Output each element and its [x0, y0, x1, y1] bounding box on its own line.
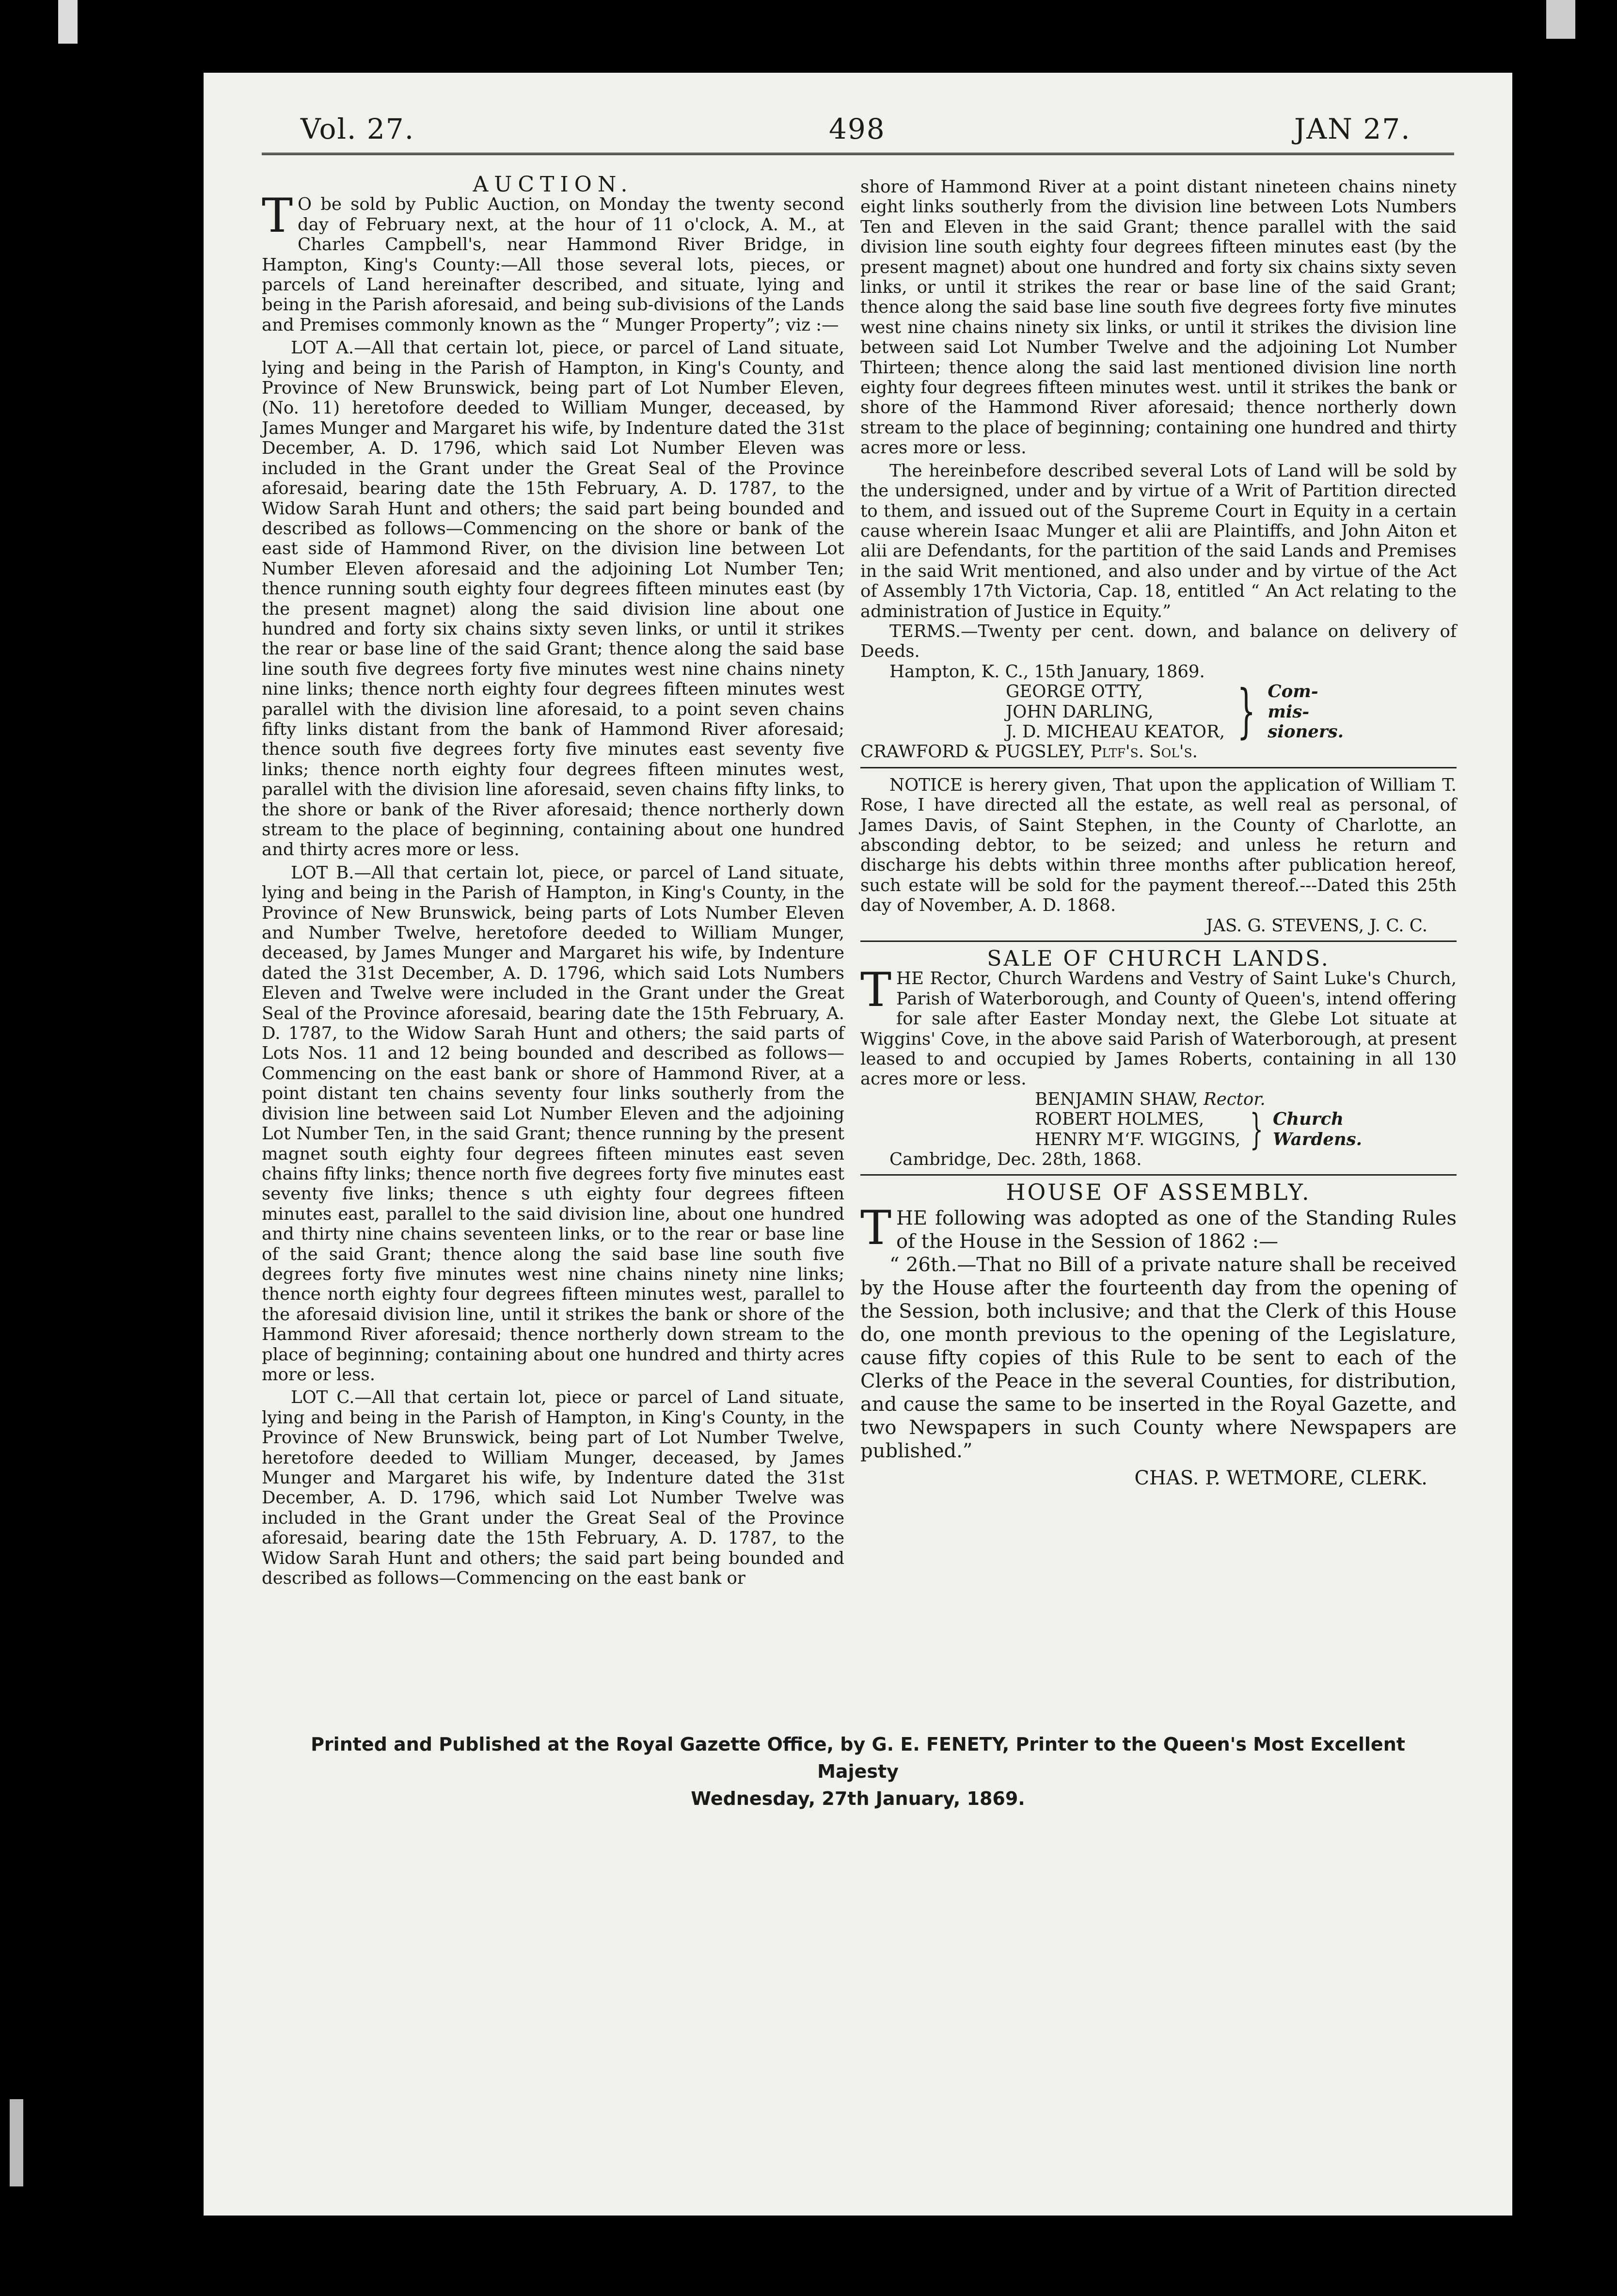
left-column	[262, 172, 844, 1589]
warden-name: HENRY M‘F. WIGGINS,	[1035, 1129, 1241, 1149]
divider	[860, 1174, 1457, 1176]
signer-name: JOHN DARLING,	[1006, 702, 1154, 722]
brace: }	[1250, 1105, 1264, 1154]
signer-role: mis-	[1268, 702, 1310, 722]
divider	[860, 767, 1457, 768]
rector-signature	[1035, 1089, 1457, 1109]
scan-artifact	[1546, 0, 1575, 39]
signer-role: Com-	[1268, 682, 1318, 702]
lot-c: LOT C.—All that certain lot, piece or parcel of Land situate, lying and being in the Parish of Hampton, in King's County, in the Province of New Brunswick, being part of Lot Number Twelve, heretofore deeded to William Munger, deceased, by James Munger and Margaret his wife, by Indenture dated the 31st December, A. D. 1796, which said Lot Number Twelve was included in the Grant under the Great Seal of the Province aforesaid, bearing date the 15th February, A. D. 1787, to the Widow Sarah Hunt and others; the said part being bounded and described as follows—Commencing on the east bank or	[262, 1387, 844, 1589]
church-title: SALE OF CHURCH LANDS.	[987, 946, 1330, 971]
notice-signature: JAS. G. STEVENS, J. C. C.	[1206, 915, 1427, 936]
auction-place-date: Hampton, K. C., 15th January, 1869.	[889, 661, 1205, 682]
sale-paragraph: The hereinbefore described several Lots of Land will be sold by the undersigned, under and by virtue of a Writ of Partition directed to them, and issued out of the Supreme Court in Equity in a certain cause wherein Isaac Munger et alii are Plaintiffs, and John Aiton et alii are Defendants, for the partition of the said Lands and Premises in the said Writ mentioned, and also under and by virtue of the Act of Assembly 17th Victoria, Cap. 18, entitled “ An Act relating to the administration of Justice in Equity.”	[860, 461, 1457, 622]
lot-a: LOT A.—All that certain lot, piece, or parcel of Land situate, lying and being in the Parish of Hampton, in King's County, and Province of New Brunswick, being part of Lot Number Eleven, (No. 11) heretofore deeded to William Munger, deceased, by James Munger and Margaret his wife, by Indenture dated the 31st December, A. D. 1796, which said Lot Number Eleven was included in the Grant under the Great Seal of the Province aforesaid, bearing date the 15th February, A. D. 1787, to the Widow Sarah Hunt and others; the said part being bounded and described as follows—Commencing on the shore or bank of the east side of Hammond River, on the division line between Lot Number Eleven aforesaid and the adjoining Lot Number Ten; thence running south eighty four degrees fifteen minutes east (by the present magnet) along the said division line about one hundred and forty six chains sixty seven links, or until it strikes the rear or base line of the said Grant; thence along the said base line south five degrees forty five minutes west nine chains ninety nine links; thence north eighty four degrees fifteen minutes west parallel with the division line aforesaid, to a point seven chains fifty links distant from the bank of Hammond River aforesaid; thence south five degrees forty five minutes east seventy five links; thence north eighty four degrees fifteen minutes west, parallel with the division line aforesaid, seven chains fifty links, to the shore or bank of the River aforesaid; thence northerly down stream to the place of beginning, containing about one hundred and thirty acres more or less.	[262, 338, 844, 860]
assembly-intro: THE following was adopted as one of the Standing Rules of the House in the Session of 1862 :—	[860, 1200, 1457, 1255]
lot-c-continued: shore of Hammond River at a point distant nineteen chains ninety eight links southerly from the division line between Lots Numbers Ten and Eleven in the said Grant; thence parallel with the said division line south eighty four degrees fifteen minutes east (by the present magnet) about one hundred and forty six chains sixty seven links, or until it strikes the rear or base line of the said Grant; thence along the said base line south five degrees forty five minutes west nine chains ninety six links, or until it strikes the division line between said Lot Number Twelve and the adjoining Lot Number Thirteen; thence along the said last mentioned division line north eighty four degrees fifteen minutes west. until it strikes the bank or shore of the Hammond River aforesaid; thence northerly down stream to the place of beginning; containing one hundred and thirty acres more or less.	[860, 177, 1457, 458]
signer-name: J. D. MICHEAU KEATOR,	[1006, 721, 1225, 742]
church-text: THE Rector, Church Wardens and Vestry of Saint Luke's Church, Parish of Waterborough, and County of Queen's, intend offering for sale after Easter Monday next, the Glebe Lot situate at Wiggins' Cove, in the above said Parish of Waterborough, at present leased to and occupied by James Roberts, containing in all 130 acres more or less.	[860, 963, 1457, 1089]
commissioners-signature	[1006, 678, 1457, 746]
right-column	[860, 177, 1457, 1488]
terms: TERMS.—Twenty per cent. down, and balance on delivery of Deeds.	[860, 621, 1457, 662]
imprint-line-1: Printed and Published at the Royal Gazette Office, by G. E. FENETY, Printer to the Queen's Most Excellent Majesty	[311, 1734, 1405, 1782]
assembly-signature: CHAS. P. WETMORE, CLERK.	[1134, 1467, 1427, 1489]
warden-role: Church	[1272, 1109, 1344, 1130]
divider	[860, 941, 1457, 942]
scan-artifact	[10, 2099, 23, 2186]
assembly-rule: “ 26th.—That no Bill of a private nature shall be received by the House after the fourteenth day from the opening of the Session, both inclusive; and that the Clerk of this House do, one month previous to the opening of the Legislature, cause fifty copies of this Rule to be sent to each of the Clerks of the Peace in the several Counties, for distribution, and cause the same to be inserted in the Royal Gazette, and two Newspapers in such County where Newspapers are published.”	[860, 1253, 1457, 1462]
solicitors: CRAWFORD & PUGSLEY, Pltf's. Sol's.	[860, 742, 1198, 762]
rector-name: BENJAMIN SHAW,	[1035, 1089, 1198, 1109]
signer-role: sioners.	[1268, 721, 1344, 742]
volume-label: Vol. 27.	[301, 112, 415, 145]
notice-text: NOTICE is herery given, That upon the application of William T. Rose, I have directed all the estate, as well real as personal, of James Davis, of Saint Stephen, in the County of Charlotte, an absconding debtor, to be seized; and unless he return and discharge his debts within three months after publication hereof, such estate will be sold for the payment thereof.---Dated this 25th day of November, A. D. 1868.	[860, 775, 1457, 916]
brace: }	[1237, 678, 1256, 746]
lot-b: LOT B.—All that certain lot, piece, or parcel of Land situate, lying and being in the Parish of Hampton, in King's County, in the Province of New Brunswick, being parts of Lots Number Eleven and Number Twelve, heretofore deeded to William Munger, deceased, by James Munger and Margaret his wife, by Indenture dated the 31st December, A. D. 1796, which said Lots Numbers Eleven and Twelve were included in the Grant under the Great Seal of the Province aforesaid, bearing date the 15th February, A. D. 1787, to the Widow Sarah Hunt and others; the said parts of Lots Nos. 11 and 12 being bounded and described as follows—Commencing on the east bank or shore of Hammond River, at a point distant ten chains seventy four links southerly from the division line between said Lot Number Eleven and the adjoining Lot Number Ten, in the said Grant; thence running by the present magnet south eighty four degrees fifteen minutes east seven chains fifty links; thence north five degrees forty five minutes east seventy five links; thence s uth eighty four degrees fifteen minutes east, parallel to the said division line, about one hundred and thirty nine chains seventeen links, or to the rear or base line of the said Grant; thence along the said base line south five degrees forty five minutes west nine chains ninety nine links; thence north eighty four degrees fifteen minutes west, parallel to the aforesaid division line, until it strikes the bank or shore of the Hammond River aforesaid; thence northerly down stream to the place of beginning; containing about one hundred and thirty acres more or less.	[262, 862, 844, 1385]
imprint-line-2: Wednesday, 27th January, 1869.	[691, 1788, 1025, 1809]
assembly-title: HOUSE OF ASSEMBLY.	[1006, 1179, 1311, 1206]
issue-date: JAN 27.	[1294, 112, 1411, 145]
newspaper-page	[204, 73, 1512, 2216]
header-rule	[262, 153, 1454, 155]
scan-artifact	[58, 0, 78, 44]
page-number: 498	[829, 112, 886, 145]
signer-name: GEORGE OTTY,	[1006, 682, 1143, 702]
warden-name: ROBERT HOLMES,	[1035, 1109, 1205, 1130]
rector-role: Rector.	[1204, 1089, 1266, 1109]
auction-title: AUCTION.	[473, 172, 634, 197]
imprint	[301, 1731, 1415, 1812]
wardens-signature	[1035, 1105, 1457, 1154]
church-place-date: Cambridge, Dec. 28th, 1868.	[889, 1149, 1142, 1170]
auction-intro: TO be sold by Public Auction, on Monday the twenty second day of February next, at the hour of 11 o'clock, A. M., at Charles Campbell's, near Hammond River Bridge, in Hampton, King's County:—All those several lots, pieces, or parcels of Land hereinafter described, and situate, lying and being in the Parish aforesaid, and being sub-divisions of the Lands and Premises commonly known as the “ Munger Property”; viz :—	[262, 189, 844, 335]
warden-role: Wardens.	[1272, 1129, 1363, 1149]
